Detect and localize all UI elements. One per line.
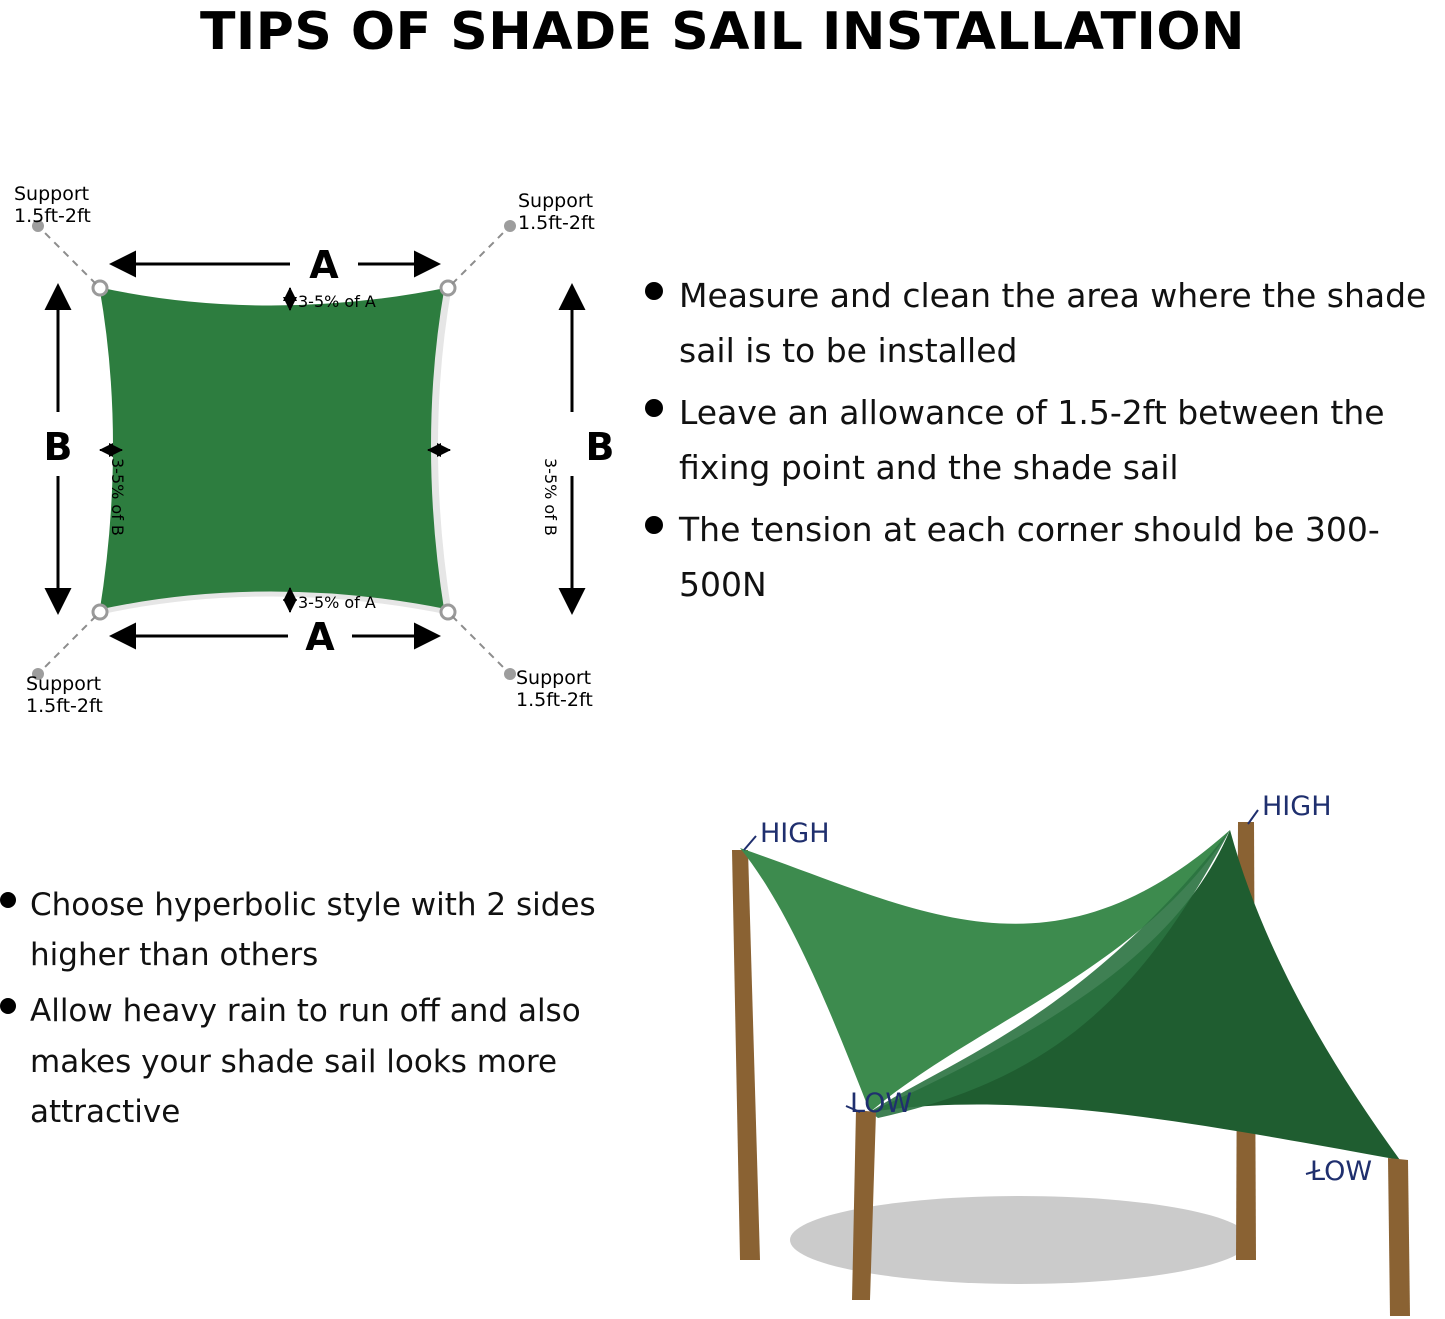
dimension-a-bottom xyxy=(112,615,438,659)
dimension-b-right xyxy=(572,286,614,612)
list-item-label: Leave an allowance of 1.5-2ft between the fixing point and the shade sail xyxy=(679,392,1385,488)
post-front-right xyxy=(1388,1158,1410,1316)
page-title: TIPS OF SHADE SAIL INSTALLATION xyxy=(199,2,1246,62)
svg-text:3-5% of A: 3-5% of A xyxy=(298,292,376,311)
dimension-b-left xyxy=(44,286,73,612)
svg-text:3-5% of A: 3-5% of A xyxy=(298,593,376,612)
svg-text:3-5% of B: 3-5% of B xyxy=(541,458,560,536)
post-back-left xyxy=(732,850,760,1260)
support-label-bottom-left-line2: 1.5ft-2ft xyxy=(26,695,103,717)
label-high-left: HIGH xyxy=(760,818,830,849)
list-item xyxy=(0,986,620,1137)
curve-callout-left xyxy=(100,450,127,536)
list-item xyxy=(645,502,1445,613)
svg-text:A: A xyxy=(309,243,339,287)
label-low-left: LOW xyxy=(850,1088,913,1119)
list-item xyxy=(645,268,1445,379)
bullet-icon xyxy=(645,282,663,300)
svg-text:B: B xyxy=(43,425,73,469)
list-item-label: Choose hyperbolic style with 2 sides higher than others xyxy=(30,887,596,974)
svg-text:B: B xyxy=(585,425,615,469)
svg-text:3-5% of B: 3-5% of B xyxy=(108,458,127,536)
list-item-label: Allow heavy rain to run off and also makes your shade sail looks more attractive xyxy=(30,993,581,1130)
dimension-a-top xyxy=(112,243,438,287)
list-item xyxy=(0,880,620,980)
svg-text:A: A xyxy=(305,615,335,659)
curve-callout-right xyxy=(428,450,560,536)
support-label-bottom-left-line1: Support xyxy=(26,673,102,695)
bullet-icon xyxy=(0,998,16,1014)
support-label-top-left-line1: Support xyxy=(14,183,90,205)
bullet-icon xyxy=(645,516,663,534)
support-label-top-right-line1: Support xyxy=(518,190,594,212)
list-item-label: The tension at each corner should be 300-500N xyxy=(679,509,1380,605)
bullet-icon xyxy=(0,892,16,908)
list-item xyxy=(645,385,1445,496)
installation-tips-list-bottom xyxy=(0,880,620,1143)
hyperbolic-sail-diagram xyxy=(620,760,1445,1319)
curve-callout-top xyxy=(290,288,376,311)
list-item-label: Measure and clean the area where the shade sail is to be installed xyxy=(679,276,1427,371)
support-label-top-left-line2: 1.5ft-2ft xyxy=(14,205,91,227)
support-label-bottom-right-line1: Support xyxy=(516,667,592,689)
support-label-bottom-right-line2: 1.5ft-2ft xyxy=(516,689,593,711)
installation-tips-list-top xyxy=(645,268,1445,619)
bullet-icon xyxy=(645,399,663,417)
support-label-top-right-line2: 1.5ft-2ft xyxy=(518,212,595,234)
sail-shape-hyperbolic xyxy=(740,830,1400,1160)
label-low-right: LOW xyxy=(1310,1156,1373,1187)
label-high-right: HIGH xyxy=(1262,791,1332,822)
shade-sail-dimensions-diagram xyxy=(0,160,660,730)
sail-shape xyxy=(100,288,448,612)
